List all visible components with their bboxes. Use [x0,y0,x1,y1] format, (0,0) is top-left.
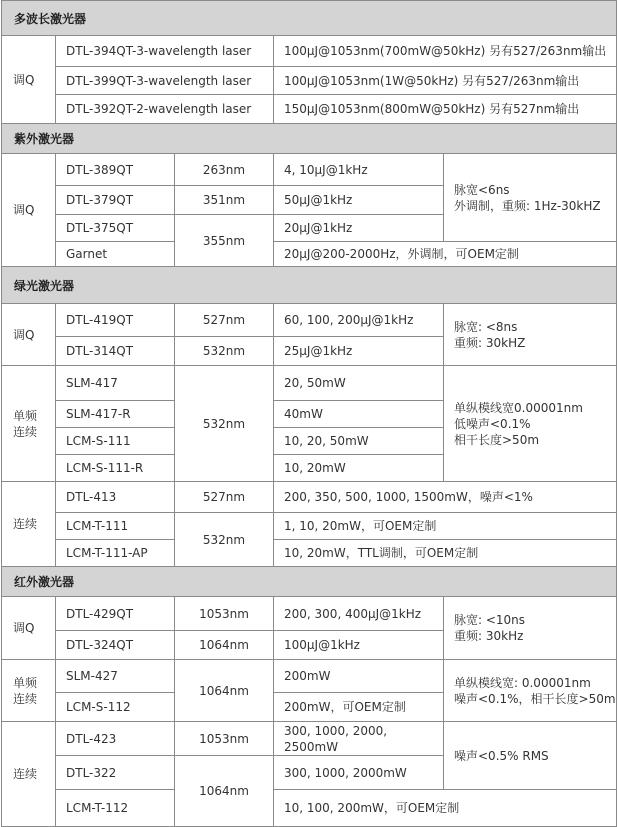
wavelength-value: 351nm [202,193,246,207]
wavelength-value: 527nm [202,313,246,327]
energy-cell [273,336,444,366]
wavelength-cell [174,481,274,513]
laser-spec-table [1,0,617,827]
category-cell-cw [1,481,56,567]
model-name: LCM-S-112 [66,700,131,714]
wavelength-cell [174,336,274,366]
note-line: 重频: 30kHZ [454,335,526,350]
power-value: 200mW，可OEM定制 [284,700,406,714]
note-text [454,319,525,351]
category-label: 连续 [13,517,38,531]
category-label [13,675,37,707]
spec-text: 20μJ@200-2000Hz，外调制，可OEM定制 [284,247,519,261]
wavelength-value: 1064nm [199,638,249,652]
model-cell [55,630,175,660]
wavelength-value: 1064nm [199,683,249,698]
energy-value: 25μJ@1kHz [284,344,353,358]
spec-text: 100μJ@1053nm(700mW@50kHz) 另有527/263nm输出 [284,44,607,58]
note-text [454,675,616,707]
energy-cell [273,303,444,337]
model-cell [55,454,175,482]
section-title: 绿光激光器 [14,278,75,293]
energy-value: 20μJ@1kHz [284,221,353,235]
model-cell [55,336,175,366]
note-line: 单纵模线宽: 0.00001nm [454,675,591,690]
model-name: DTL-429QT [66,606,134,621]
model-cell [55,214,175,242]
spec-cell [273,241,617,267]
model-cell [55,35,274,67]
model-cell [55,755,175,790]
power-cell [273,427,444,455]
note-line: 外调制，重频: 1Hz-30kHZ [454,198,601,213]
section-header-multi-wavelength [1,0,617,36]
spec-text: 200, 350, 500, 1000, 1500mW，噪声<1% [284,490,533,504]
section-title: 红外激光器 [14,575,75,589]
model-name: SLM-417-R [66,407,131,421]
energy-value: 60, 100, 200μJ@1kHz [284,313,414,327]
wavelength-value: 532nm [202,344,246,358]
note-cell [443,365,617,482]
model-name: SLM-427 [66,669,118,683]
model-cell [55,427,175,455]
wavelength-value: 527nm [202,490,246,504]
note-cell [443,721,617,790]
note-cell [443,303,617,366]
energy-cell [273,185,444,215]
spec-cell [273,789,617,827]
model-name: DTL-314QT [66,344,134,358]
model-name: DTL-392QT-2-wavelength laser [66,102,252,116]
category-cell-single-frequency-cw [1,659,56,722]
model-name: DTL-423 [66,731,117,746]
wavelength-cell [174,721,274,756]
model-cell [55,153,175,186]
energy-value: 200, 300, 400μJ@1kHz [284,606,422,621]
wavelength-value: 532nm [202,416,246,431]
note-line: 相干长度>50m [454,432,540,447]
power-value: 10, 20mW [284,461,346,475]
wavelength-cell [174,365,274,482]
energy-cell [273,214,444,242]
spec-cell [273,35,617,67]
power-value: 10, 20, 50mW [284,434,369,448]
power-value: 300, 1000, 2000, 2500mW [284,723,388,754]
note-line: 脉宽: <8ns [454,319,518,334]
spec-cell [273,94,617,124]
model-cell [55,365,175,401]
model-name: DTL-394QT-3-wavelength laser [66,44,252,58]
energy-value: 100μJ@1kHz [284,638,360,652]
model-cell [55,789,175,827]
category-label: 调Q [13,72,35,87]
spec-text: 150μJ@1053nm(800mW@50kHz) 另有527nm输出 [284,102,580,116]
wavelength-cell [174,755,274,827]
model-name: DTL-375QT [66,221,134,235]
note-line: 低噪声<0.1% [454,416,531,431]
note-cell [443,659,617,722]
note-cell [443,596,617,660]
category-label: 连续 [13,767,38,781]
category-label-line: 单频 [13,675,38,690]
model-name: DTL-389QT [66,162,134,177]
note-text [454,400,583,448]
model-cell [55,481,175,513]
power-cell [273,454,444,482]
model-name: Garnet [66,247,108,261]
model-name: DTL-322 [66,765,117,780]
note-line: 单纵模线宽0.00001nm [454,400,583,415]
model-name: LCM-S-111-R [66,461,144,475]
category-label: 调Q [13,203,35,217]
note-text [454,612,525,644]
power-value: 300, 1000, 2000mW [284,765,407,780]
model-name: DTL-413 [66,490,117,504]
category-cell-q-switched [1,303,56,366]
wavelength-cell [174,596,274,631]
wavelength-cell [174,630,274,660]
power-cell [273,721,444,756]
category-label-line: 连续 [13,424,38,439]
model-cell [55,659,175,693]
power-cell [273,692,444,722]
category-label-line: 单频 [13,408,38,423]
wavelength-value: 1053nm [199,731,249,746]
model-cell [55,692,175,722]
note-line: 噪声<0.1%，相干长度>50m [454,691,616,706]
category-label-line: 连续 [13,691,38,706]
model-cell [55,66,274,95]
energy-cell [273,596,444,631]
section-title: 紫外激光器 [14,132,75,146]
energy-value: 50μJ@1kHz [284,193,353,207]
category-cell-single-frequency-cw [1,365,56,482]
model-name: LCM-T-111 [66,519,129,533]
wavelength-value: 355nm [202,233,246,248]
wavelength-value: 1053nm [199,606,249,621]
note-line: 脉宽<6ns [454,182,510,197]
note-text: 噪声<0.5% RMS [454,748,549,763]
energy-value: 4, 10μJ@1kHz [284,162,368,177]
wavelength-cell [174,659,274,722]
section-header-uv [1,123,617,154]
model-cell [55,721,175,756]
spec-text: 100μJ@1053nm(1W@50kHz) 另有527/263nm输出 [284,73,580,88]
note-text [454,182,601,214]
power-cell [273,659,444,693]
wavelength-value: 532nm [202,532,246,547]
category-label [13,408,37,440]
spec-cell [273,481,617,513]
model-cell [55,400,175,428]
model-cell [55,512,175,540]
note-line: 脉宽: <10ns [454,613,526,627]
model-name: DTL-379QT [66,193,134,207]
spec-cell [273,512,617,540]
model-cell [55,539,175,567]
wavelength-value: 1064nm [199,784,249,798]
category-cell-q-switched [1,35,56,124]
model-name: DTL-419QT [66,313,134,327]
wavelength-cell [174,214,274,267]
note-line: 重频: 30kHz [454,629,524,643]
category-cell-cw [1,721,56,827]
power-cell [273,365,444,401]
power-cell [273,755,444,790]
model-name: LCM-T-111-AP [66,546,148,560]
spec-text: 10, 100, 200mW，可OEM定制 [284,801,460,815]
model-name: DTL-324QT [66,638,134,652]
spec-text: 1, 10, 20mW，可OEM定制 [284,519,437,533]
category-label: 调Q [13,327,35,342]
model-name: SLM-417 [66,376,118,390]
section-title: 多波长激光器 [14,11,87,26]
wavelength-cell [174,153,274,186]
model-cell [55,94,274,124]
spec-cell [273,539,617,567]
wavelength-value: 263nm [202,162,246,177]
wavelength-cell [174,303,274,337]
spec-text: 10, 20mW，TTL调制，可OEM定制 [284,546,479,560]
model-name: DTL-399QT-3-wavelength laser [66,73,252,88]
model-cell [55,241,175,267]
energy-cell [273,153,444,186]
spec-cell [273,66,617,95]
model-cell [55,596,175,631]
power-value: 40mW [284,407,323,421]
section-header-ir [1,566,617,597]
model-cell [55,185,175,215]
category-label: 调Q [13,621,35,635]
wavelength-cell [174,512,274,567]
wavelength-cell [174,185,274,215]
energy-cell [273,630,444,660]
section-header-green [1,266,617,304]
note-cell [443,153,617,242]
model-name: LCM-S-111 [66,434,131,448]
category-cell-q-switched [1,596,56,660]
category-cell-q-switched [1,153,56,267]
model-cell [55,303,175,337]
power-value: 200mW [284,669,331,683]
power-value: 20, 50mW [284,376,346,390]
power-cell [273,400,444,428]
model-name: LCM-T-112 [66,801,129,815]
